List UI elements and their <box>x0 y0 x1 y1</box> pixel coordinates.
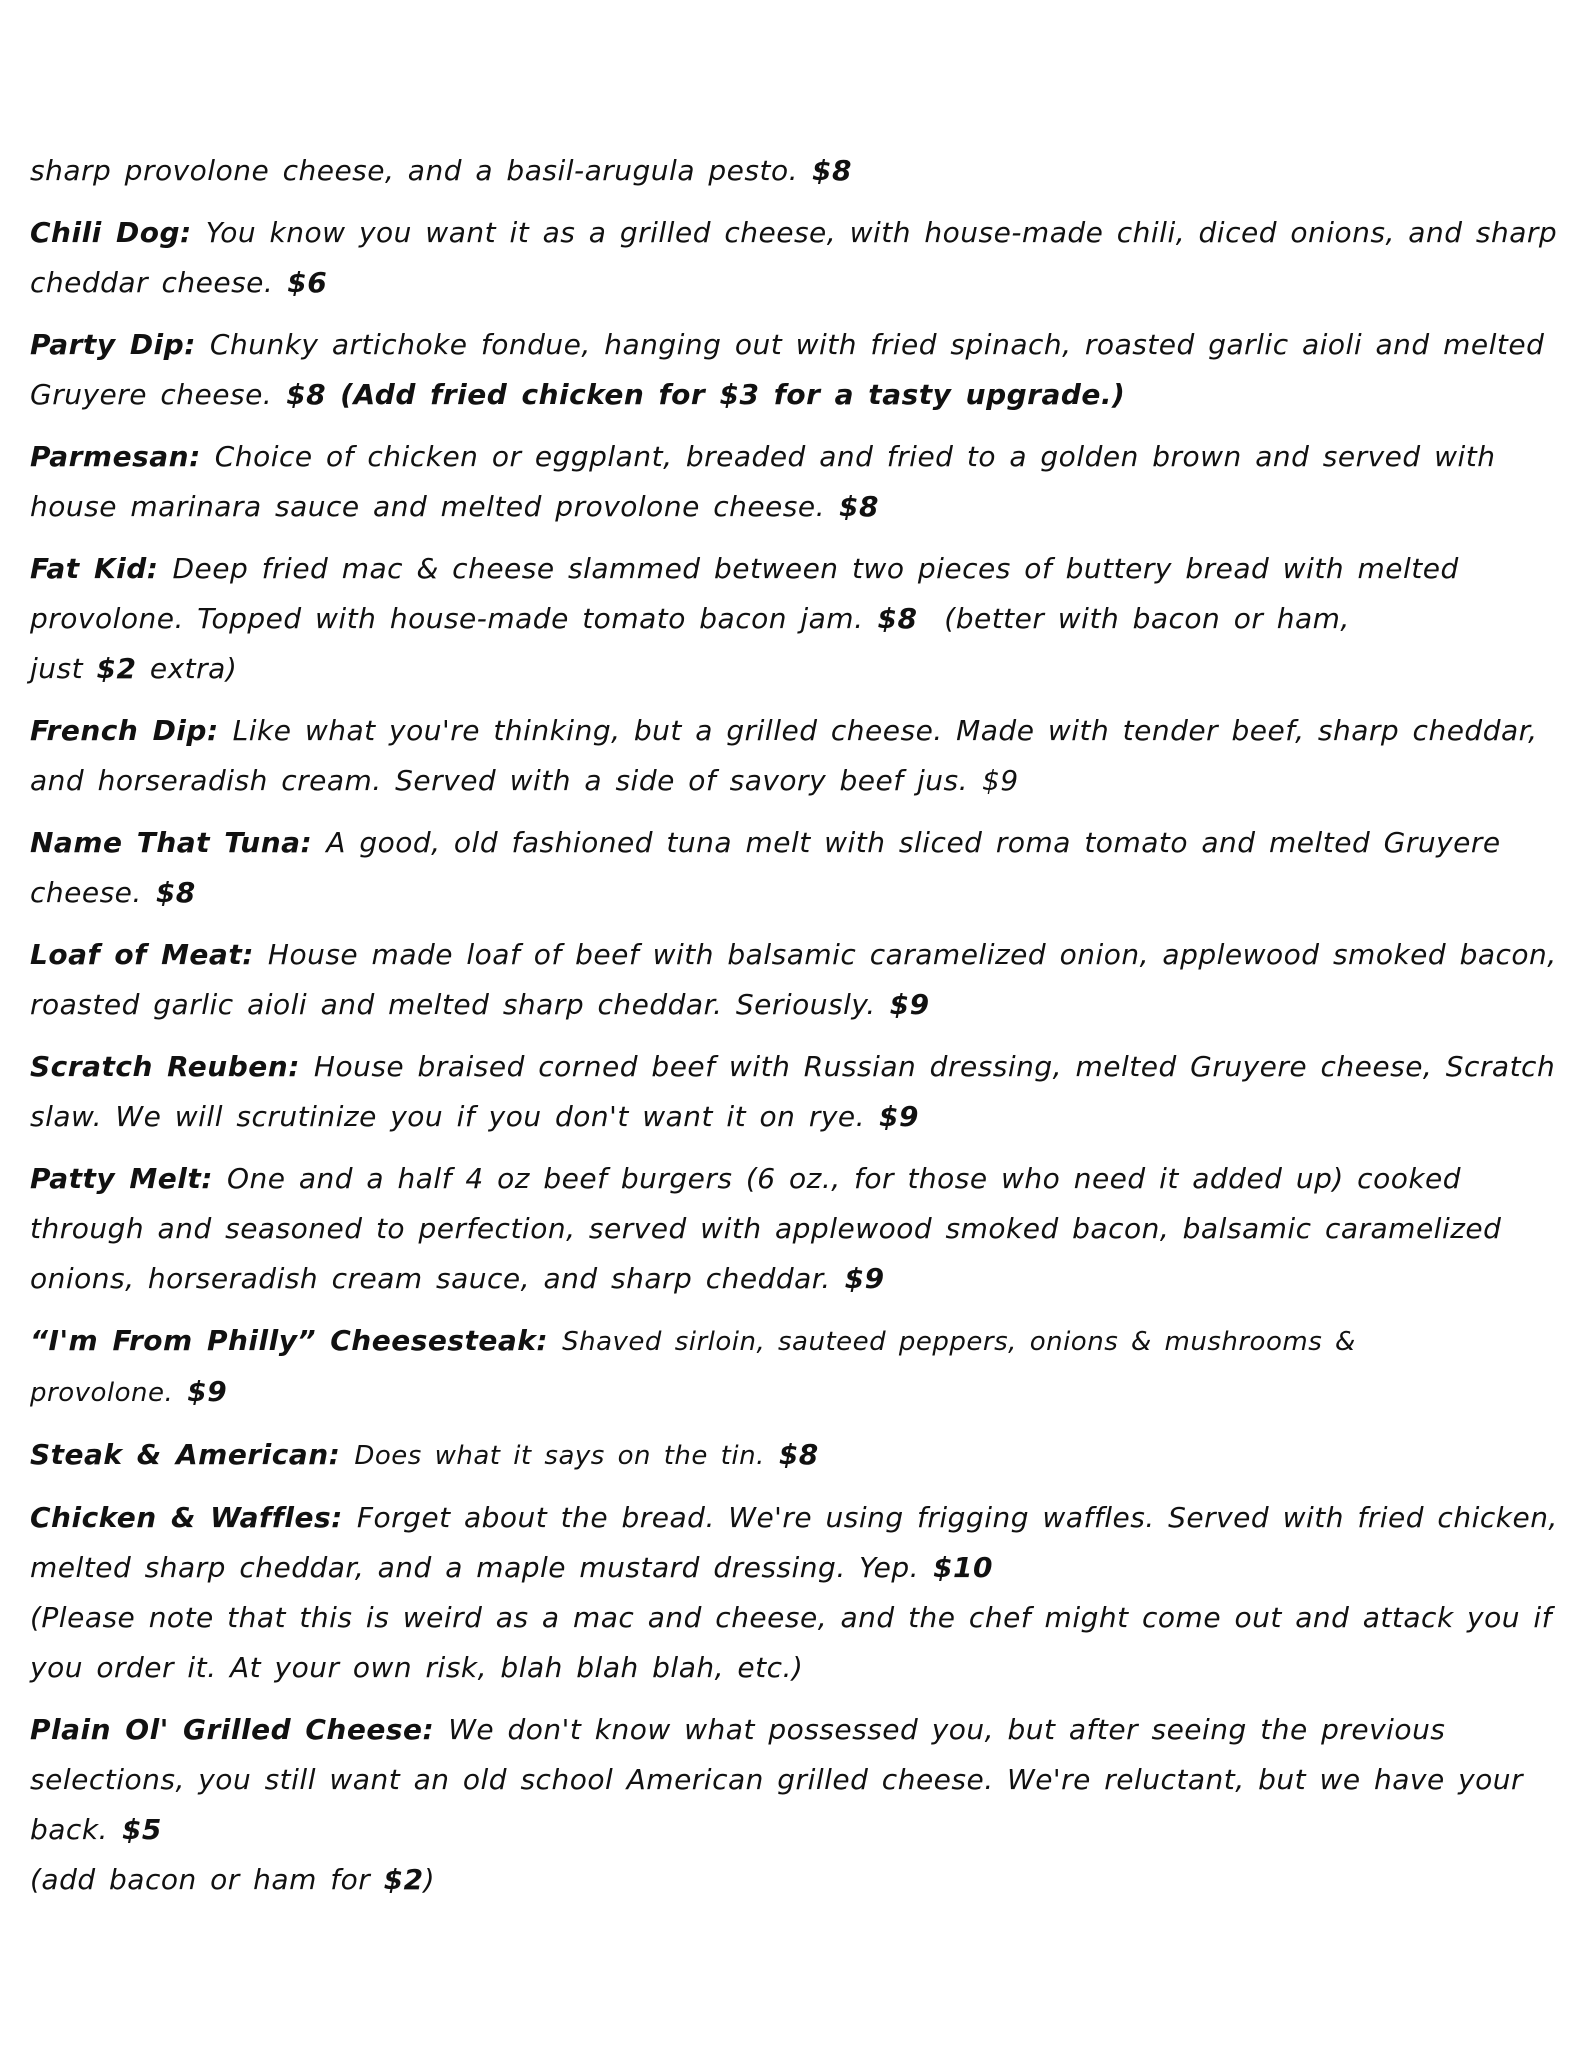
menu-item-loaf-of-meat <box>30 930 1560 1030</box>
menu-item-intro <box>30 146 1560 196</box>
item-description: Chunky artichoke fondue, hanging out with fried spinach, roasted garlic aioli and melted Gruyere cheese. <box>30 328 1545 411</box>
item-note-end: ) <box>423 1863 436 1896</box>
item-description: Forget about the bread. We're using frigging waffles. Served with fried chicken, melted sharp cheddar, and a maple mustard dressing. Yep. <box>30 1501 1558 1584</box>
item-description: Shaved sirloin, sauteed peppers, onions & mushrooms & provolone. <box>30 1327 1356 1408</box>
item-description: House made loaf of beef with balsamic caramelized onion, applewood smoked bacon, roasted garlic aioli and melted sharp cheddar. Seriously. <box>30 938 1557 1021</box>
item-price: $5 <box>121 1813 162 1846</box>
item-description: Deep fried mac & cheese slammed between two pieces of buttery bread with melted provolone. Topped with house-made tomato bacon jam. <box>30 552 1459 635</box>
item-name: French Dip: <box>30 714 219 747</box>
item-description: One and a half 4 oz beef burgers (6 oz., for those who need it added up) cooked through and seasoned to perfection, served with applewood smoked bacon, balsamic caramelized onions, horseradish cream sauce, and sharp cheddar. <box>30 1162 1502 1295</box>
menu-item-patty-melt <box>30 1154 1560 1304</box>
item-note-price: $2 <box>96 652 137 685</box>
item-name: Steak & American: <box>30 1438 341 1471</box>
menu-page <box>30 146 1560 1917</box>
item-price: $8 <box>877 602 918 635</box>
item-upgrade-note: (Add fried chicken for $3 for a tasty upgrade.) <box>340 378 1126 411</box>
menu-item-philly-cheesesteak <box>30 1316 1560 1418</box>
item-name: “I'm From Philly” Cheesesteak: <box>30 1324 549 1357</box>
menu-item-steak-american <box>30 1430 1560 1481</box>
menu-item-name-that-tuna <box>30 818 1560 918</box>
item-note: (add bacon or ham for <box>30 1863 371 1896</box>
item-note-price: $2 <box>383 1863 424 1896</box>
menu-item-plain-grilled-cheese <box>30 1705 1560 1905</box>
menu-item-fat-kid <box>30 544 1560 694</box>
item-name: Chili Dog: <box>30 216 192 249</box>
menu-item-french-dip <box>30 706 1560 806</box>
item-name: Patty Melt: <box>30 1162 213 1195</box>
item-name: Fat Kid: <box>30 552 159 585</box>
item-price: $8 <box>286 378 327 411</box>
item-description: Does what it says on the tin. <box>354 1441 765 1471</box>
item-description: We don't know what possessed you, but after seeing the previous selections, you still want an old school American grilled cheese. We're reluctant, but we have your back. <box>30 1713 1524 1846</box>
menu-item-chicken-waffles <box>30 1493 1560 1693</box>
item-description: You know you want it as a grilled cheese, with house-made chili, diced onions, and sharp cheddar cheese. <box>30 216 1558 299</box>
item-name: Name That Tuna: <box>30 826 313 859</box>
item-price: $8 <box>839 490 879 523</box>
item-name: Chicken & Waffles: <box>30 1501 343 1534</box>
item-price: $9 <box>187 1375 228 1408</box>
item-name: Scratch Reuben: <box>30 1050 300 1083</box>
item-price: $10 <box>933 1551 994 1584</box>
item-note-end: extra) <box>149 652 238 685</box>
item-note: (better with bacon or ham, just <box>30 602 1350 685</box>
menu-item-parmesan <box>30 432 1560 532</box>
menu-item-party-dip <box>30 320 1560 420</box>
item-price: $6 <box>287 266 328 299</box>
item-description: sharp provolone cheese, and a basil-arugula pesto. <box>30 154 798 187</box>
item-price: $9 <box>844 1262 885 1295</box>
item-name: Loaf of Meat: <box>30 938 254 971</box>
item-price: $8 <box>811 154 852 187</box>
menu-item-chili-dog <box>30 208 1560 308</box>
item-description: House braised corned beef with Russian dressing, melted Gruyere cheese, Scratch slaw. We will scrutinize you if you don't want it on rye. <box>30 1050 1556 1133</box>
item-description: Choice of chicken or eggplant, breaded and fried to a golden brown and served with house marinara sauce and melted provolone cheese. <box>30 440 1496 523</box>
item-price: $8 <box>778 1438 819 1471</box>
item-warning-note: (Please note that this is weird as a mac and cheese, and the chef might come out and attack you if you order it. At your own risk, blah blah blah, etc.) <box>30 1601 1553 1684</box>
menu-item-scratch-reuben <box>30 1042 1560 1142</box>
item-description: A good, old fashioned tuna melt with sliced roma tomato and melted Gruyere cheese. <box>30 826 1501 909</box>
item-price: $9 <box>889 988 930 1021</box>
item-name: Plain Ol' Grilled Cheese: <box>30 1713 435 1746</box>
item-price: $8 <box>155 876 196 909</box>
item-price: $9 <box>982 764 1019 797</box>
item-description: Like what you're thinking, but a grilled cheese. Made with tender beef, sharp cheddar, and horseradish cream. Served with a side of savory beef jus. <box>30 714 1538 797</box>
item-price: $9 <box>879 1100 919 1133</box>
item-name: Party Dip: <box>30 328 196 361</box>
item-name: Parmesan: <box>30 440 201 473</box>
